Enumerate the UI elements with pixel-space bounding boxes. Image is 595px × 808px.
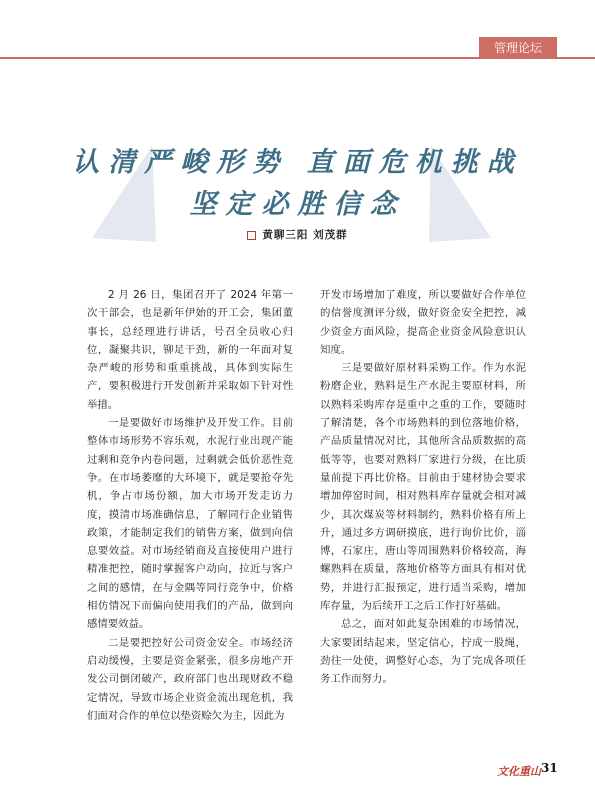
article-column-right (320, 286, 526, 689)
column-tag: 管理论坛 (479, 37, 557, 59)
paragraph: 开发市场增加了难度，所以要做好合作单位的信誉度测评分级，做好资金安全把控，减少资金方面风险，提高企业资金风险意识认知度。 (320, 289, 526, 356)
header-rule (0, 57, 595, 59)
article-title-line1: 认清严峻形势 直面危机挑战 (72, 147, 523, 178)
article-title-line2: 坚定必胜信念 (189, 189, 406, 220)
paragraph: 一是要做好市场维护及开发工作。目前整体市场形势不容乐观，水泥行业出现产能过剩和竞争内卷问题，过剩就会低价恶性竞争。在市场萎靡的大环境下，就是要抢夺先机，争占市场份额，加大市场开发走访力度，摸清市场准确信息，了解同行企业销售政策，才能制定我们的销售方案，做到向信息要效益。对市场经销商及直接使用户进行精准把控，随时掌握客户动向，拉近与客户之间的感情，在与金隅等同行竞争中，价格相仿情况下而偏向使用我们的产品，做到向感情要效益。 (87, 417, 293, 631)
magazine-logo: 文化重山 (497, 765, 541, 778)
paragraph: 二是要把控好公司资金安全。市场经济启动缓慢，主要是资金紧张，很多房地产开发公司倒闭破产，政府部门也出现财政不稳定情况，导致市场企业资金流出现危机，我们面对合作的单位以垫资赊欠为主，因此为 (87, 636, 293, 722)
paragraph: 总之，面对如此复杂困难的市场情况，大家要团结起来，坚定信心，拧成一股绳，劲往一处使，调整好心态，为了完成各项任务工作而努力。 (320, 618, 526, 686)
paragraph: 三是要做好原材料采购工作。作为水泥粉磨企业，熟料是生产水泥主要原材料，所以熟料采购库存是重中之重的工作，要随时了解清楚，各个市场熟料的到位落地价格，产品质量情况对比，其他所含品质数据的高低等等，也要对熟料厂家进行分级，在比质量前提下再比价格。目前由于建材协会要求增加停窑时间，相对熟料库存量就会相对减少，其次煤炭等材料制约，熟料价格有所上升，通过多方调研摸底，进行询价比价，淄博，石家庄，唐山等周围熟料价格较高，海螺熟料在质量，落地价格等方面具有相对优势，并进行汇报预定，进行适当采购，增加库存量，为后续开工之后工作打好基础。 (320, 362, 526, 613)
paragraph: 2 月 26 日，集团召开了 2024 年第一次干部会，也是新年伊始的开工会，集团董事长，总经理进行讲话，号召全员收心归位，凝聚共识，铆足干劲，新的一年面对复杂严峻的形势和重重挑战，具体到实际生产，要积极进行开发创新并采取如下针对性举措。 (87, 289, 293, 411)
author-names: 黄聊三阳 刘茂群 (262, 229, 348, 241)
square-bullet-icon (247, 231, 256, 240)
article-column-left (87, 286, 293, 725)
byline (0, 227, 595, 242)
page-number: 31 (541, 761, 558, 775)
